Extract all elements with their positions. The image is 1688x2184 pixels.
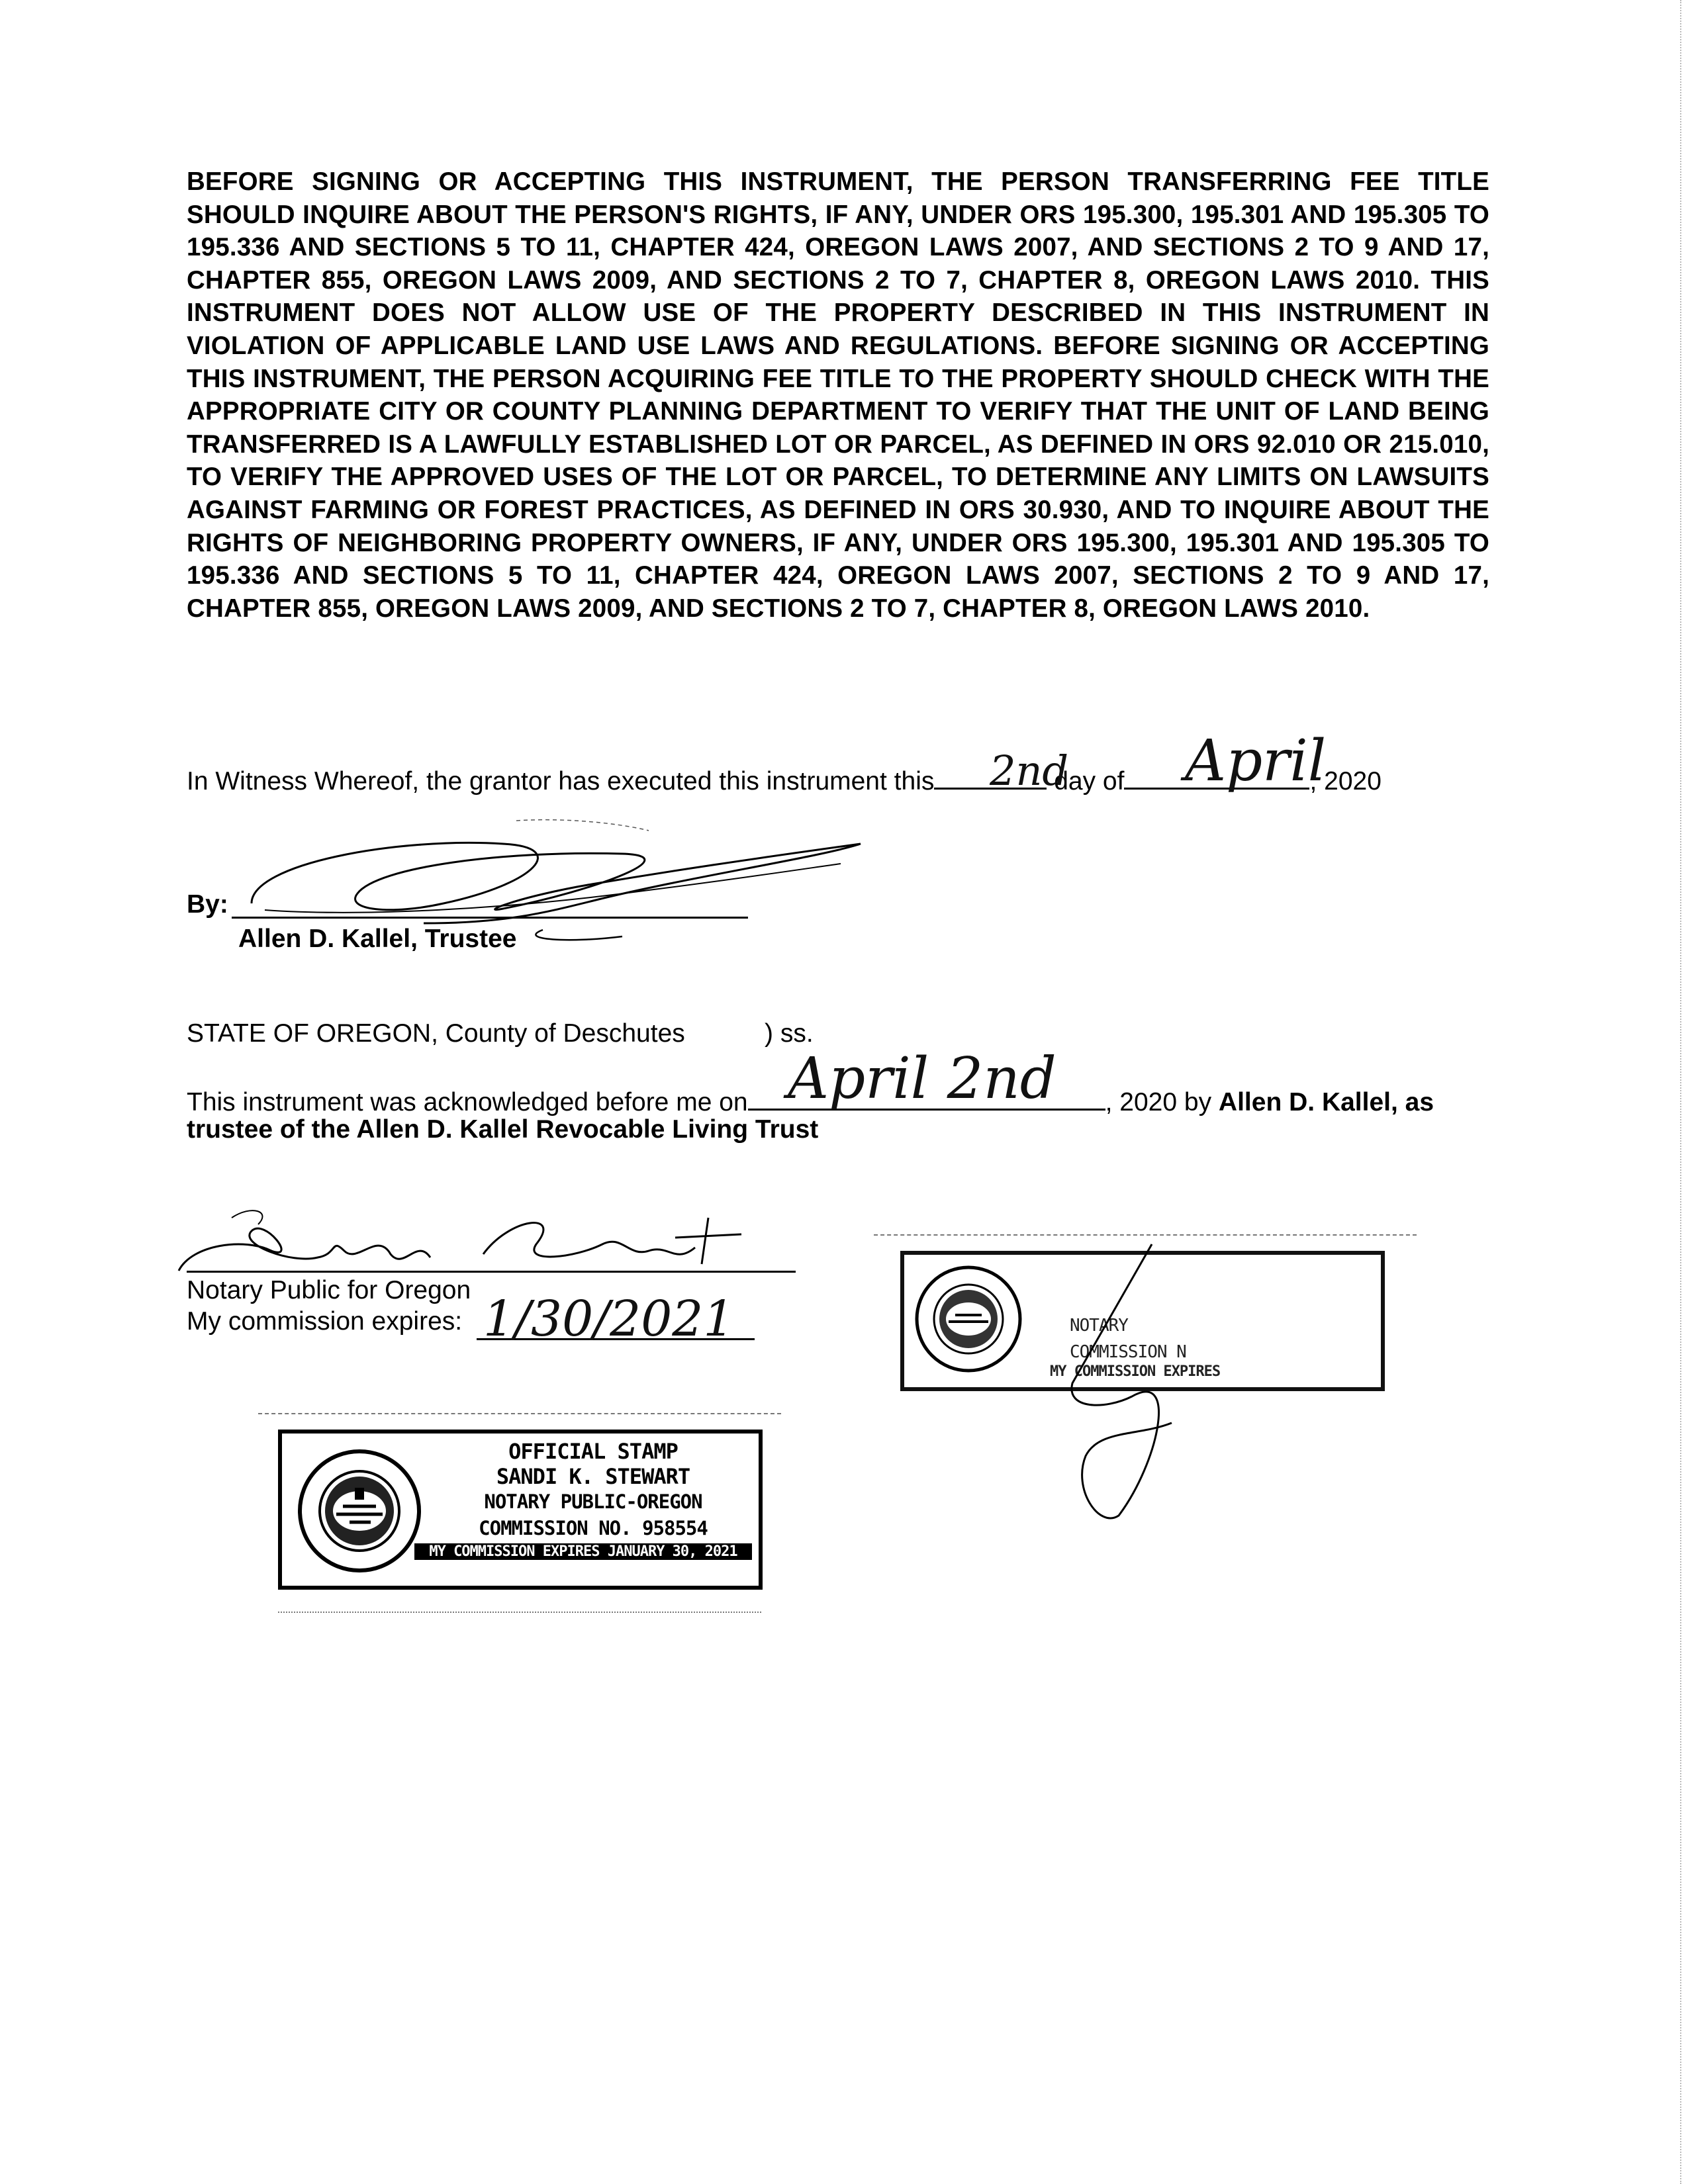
stamp-line-3: NOTARY PUBLIC-OREGON: [484, 1490, 702, 1513]
ack-prefix: This instrument was acknowledged before me on: [187, 1088, 748, 1116]
stamp-bottom-dashes: [278, 1612, 761, 1613]
page-edge: [1677, 0, 1681, 2184]
state-county-line: STATE OF OREGON, County of Deschutes: [187, 1019, 685, 1048]
stamp-line-1: OFFICIAL STAMP: [508, 1439, 678, 1464]
commission-expires-label: My commission expires:: [187, 1307, 463, 1336]
handwritten-expiry: 1/30/2021: [483, 1291, 735, 1347]
stamp-line-2: SANDI K. STEWART: [496, 1464, 690, 1489]
ss-label: ) ss.: [765, 1019, 814, 1048]
faint-stamp-strike-mark: [1059, 1238, 1231, 1529]
day-of-label: day of: [1054, 767, 1125, 796]
ack-name: Allen D. Kallel, as: [1218, 1088, 1434, 1116]
stamp-top-dashes: [258, 1413, 781, 1414]
faint-stamp-line-3: MY COMMISSION EXPIRES: [1050, 1363, 1221, 1380]
stamp-line-4: COMMISSION NO. 958554: [479, 1517, 708, 1539]
grantor-signature: [225, 804, 887, 956]
stamp-line-5: MY COMMISSION EXPIRES JANUARY 30, 2021: [414, 1543, 752, 1560]
witness-year: , 2020: [1309, 767, 1382, 796]
handwritten-day: 2nd: [990, 747, 1069, 795]
notary-title: Notary Public for Oregon: [187, 1276, 471, 1304]
handwritten-ack-date: April 2nd: [788, 1046, 1056, 1112]
faint-stamp-line-1: NOTARY: [1070, 1316, 1128, 1336]
official-notary-stamp: [278, 1430, 763, 1590]
faint-stamp-line-2: COMMISSION N: [1070, 1342, 1186, 1362]
faint-stamp-top-dashes: [874, 1234, 1417, 1236]
oregon-seal-icon: [297, 1448, 422, 1574]
statutory-disclaimer: BEFORE SIGNING OR ACCEPTING THIS INSTRUMENT, THE PERSON TRANSFERRING FEE TITLE SHOULD INQUIRE ABOUT THE PERSON'S RIGHTS, IF ANY, UNDER ORS 195.300, 195.301 AND 195.305 TO 195.336 AND SECTIONS 5 TO 11, CHAPTER 424, OREGON LAWS 2007, AND SECTIONS 2 TO 9 AND 17, CHAPTER 855, OREGON LAWS 2009, AND SECTIONS 2 TO 7, CHAPTER 8, OREGON LAWS 2010. THIS INSTRUMENT DOES NOT ALLOW USE OF THE PROPERTY DESCRIBED IN THIS INSTRUMENT IN VIOLATION OF APPLICABLE LAND USE LAWS AND REGULATIONS. BEFORE SIGNING OR ACCEPTING THIS INSTRUMENT, THE PERSON ACQUIRING FEE TITLE TO THE PROPERTY SHOULD CHECK WITH THE APPROPRIATE CITY OR COUNTY PLANNING DEPARTMENT TO VERIFY THAT THE UNIT OF LAND BEING TRANSFERRED IS A LAWFULLY ESTABLISHED LOT OR PARCEL, AS DEFINED IN ORS 92.010 OR 215.010, TO VERIFY THE APPROVED USES OF THE LOT OR PARCEL, TO DETERMINE ANY LIMITS ON LAWSUITS AGAINST FARMING OR FOREST PRACTICES, AS DEFINED IN ORS 30.930, AND TO INQUIRE ABOUT THE RIGHTS OF NEIGHBORING PROPERTY OWNERS, IF ANY, UNDER ORS 195.300, 195.301 AND 195.305 TO 195.336 AND SECTIONS 5 TO 11, CHAPTER 424, OREGON LAWS 2007, SECTIONS 2 TO 9 AND 17, CHAPTER 855, OREGON LAWS 2009, AND SECTIONS 2 TO 7, CHAPTER 8, OREGON LAWS 2010.: [187, 167, 1489, 623]
witness-prefix: In Witness Whereof, the grantor has executed this instrument this: [187, 767, 935, 796]
by-label: By:: [187, 890, 228, 919]
ack-trust: trustee of the Allen D. Kallel Revocable Living Trust: [187, 1115, 819, 1144]
notary-signature: [165, 1191, 761, 1284]
faint-oregon-seal-icon: [914, 1265, 1023, 1374]
handwritten-month: April: [1185, 728, 1327, 794]
signer-name: Allen D. Kallel, Trustee: [238, 925, 517, 953]
ack-year: , 2020 by: [1105, 1088, 1212, 1116]
